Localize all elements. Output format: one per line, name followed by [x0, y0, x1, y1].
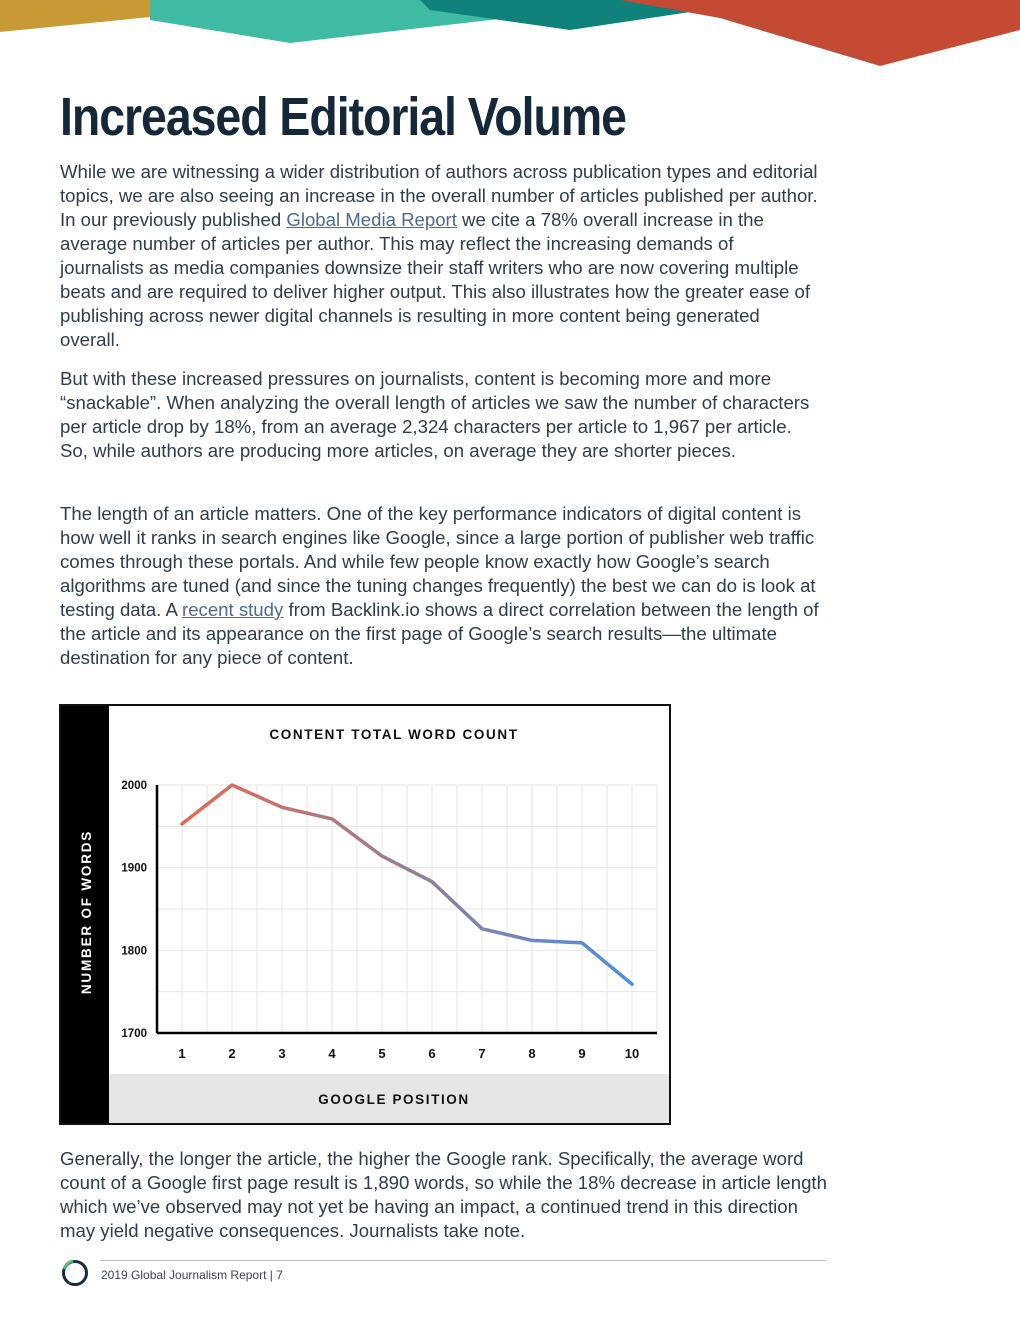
x-tick-label: 2: [228, 1046, 236, 1061]
x-tick-label: 9: [578, 1046, 586, 1061]
footer-divider: [100, 1260, 826, 1261]
chart-grid: [157, 785, 657, 1033]
data-point: [180, 822, 183, 825]
x-tick-label: 1: [178, 1046, 186, 1061]
x-tick-label: 8: [528, 1046, 536, 1061]
x-tick-label: 4: [328, 1046, 336, 1061]
paragraph-3: [60, 502, 820, 670]
data-point: [230, 783, 233, 786]
data-point: [480, 927, 483, 930]
x-tick-label: 7: [478, 1046, 486, 1061]
data-point: [430, 880, 433, 883]
footer-page-label: 2019 Global Journalism Report | 7: [101, 1268, 283, 1282]
paragraph-1-text-start: While we are witnessing a wider distribution of authors across publication types and editorial topics, we are also seeing an increase in the overall number of articles published per author. In our previously published: [60, 161, 818, 230]
chart-title: CONTENT TOTAL WORD COUNT: [269, 727, 519, 742]
banner-red-shape: [620, 0, 1020, 66]
x-tick-label: 3: [278, 1046, 286, 1061]
data-point: [580, 941, 583, 944]
x-tick-label: 5: [378, 1046, 386, 1061]
global-media-report-link[interactable]: Global Media Report: [286, 209, 457, 230]
recent-study-link[interactable]: recent study: [182, 599, 284, 620]
y-tick-label: 1700: [121, 1028, 147, 1040]
data-point: [630, 983, 633, 986]
header-banner: [0, 0, 1020, 70]
report-logo-icon: [60, 1258, 90, 1288]
data-point: [530, 939, 533, 942]
chart-xlabel: GOOGLE POSITION: [318, 1092, 470, 1107]
y-tick-label: 1800: [121, 945, 147, 958]
data-point: [280, 806, 283, 809]
data-point: [380, 854, 383, 857]
y-tick-label: 2000: [121, 780, 147, 792]
x-tick-label: 6: [428, 1046, 436, 1061]
chart-svg: [61, 706, 669, 1123]
chart-ylabel: NUMBER OF WORDS: [79, 829, 94, 995]
y-tick-label: 1900: [121, 862, 147, 875]
paragraph-3-text-end: from Backlink.io shows a direct correlation between the length of the article and its appearance on the first page of Google’s search results—the ultimate destination for any piece of content.: [60, 599, 819, 668]
paragraph-3-text-start: The length of an article matters. One of the key performance indicators of digital content is how well it ranks in search engines like Google, since a large portion of publisher web traffic comes through these portals. And while few people know exactly how Google’s search algorithms are tuned (and since the tuning changes frequently) the best we can do is look at testing data. A: [60, 503, 816, 620]
data-point: [330, 817, 333, 820]
paragraph-1-text-end: we cite a 78% overall increase in the average number of articles per author. This may reflect the increasing demands of journalists as media companies downsize their staff writers who are now covering multiple beats and are required to deliver higher output. This also illustrates how the greater ease of publishing across newer digital channels is resulting in more content being generated overall.: [60, 209, 811, 350]
page-title: Increased Editorial Volume: [60, 87, 626, 147]
paragraph-4: Generally, the longer the article, the higher the Google rank. Specifically, the average word count of a Google first page result is 1,890 words, so while the 18% decrease in article length which we’ve observed may not yet be having an impact, a continued trend in this direction may yield negative consequences. Journalists take note.: [60, 1148, 827, 1241]
chart-ticks: [121, 780, 639, 1061]
word-count-chart: [59, 704, 671, 1125]
paragraph-1: [60, 160, 820, 352]
x-tick-label: 10: [624, 1046, 640, 1061]
paragraph-2: But with these increased pressures on journalists, content is becoming more and more “snackable”. When analyzing the overall length of articles we saw the number of characters per article drop by 18%, from an average 2,324 characters per article to 1,967 per article. So, while authors are producing more articles, on average they are shorter pieces.: [60, 368, 810, 461]
